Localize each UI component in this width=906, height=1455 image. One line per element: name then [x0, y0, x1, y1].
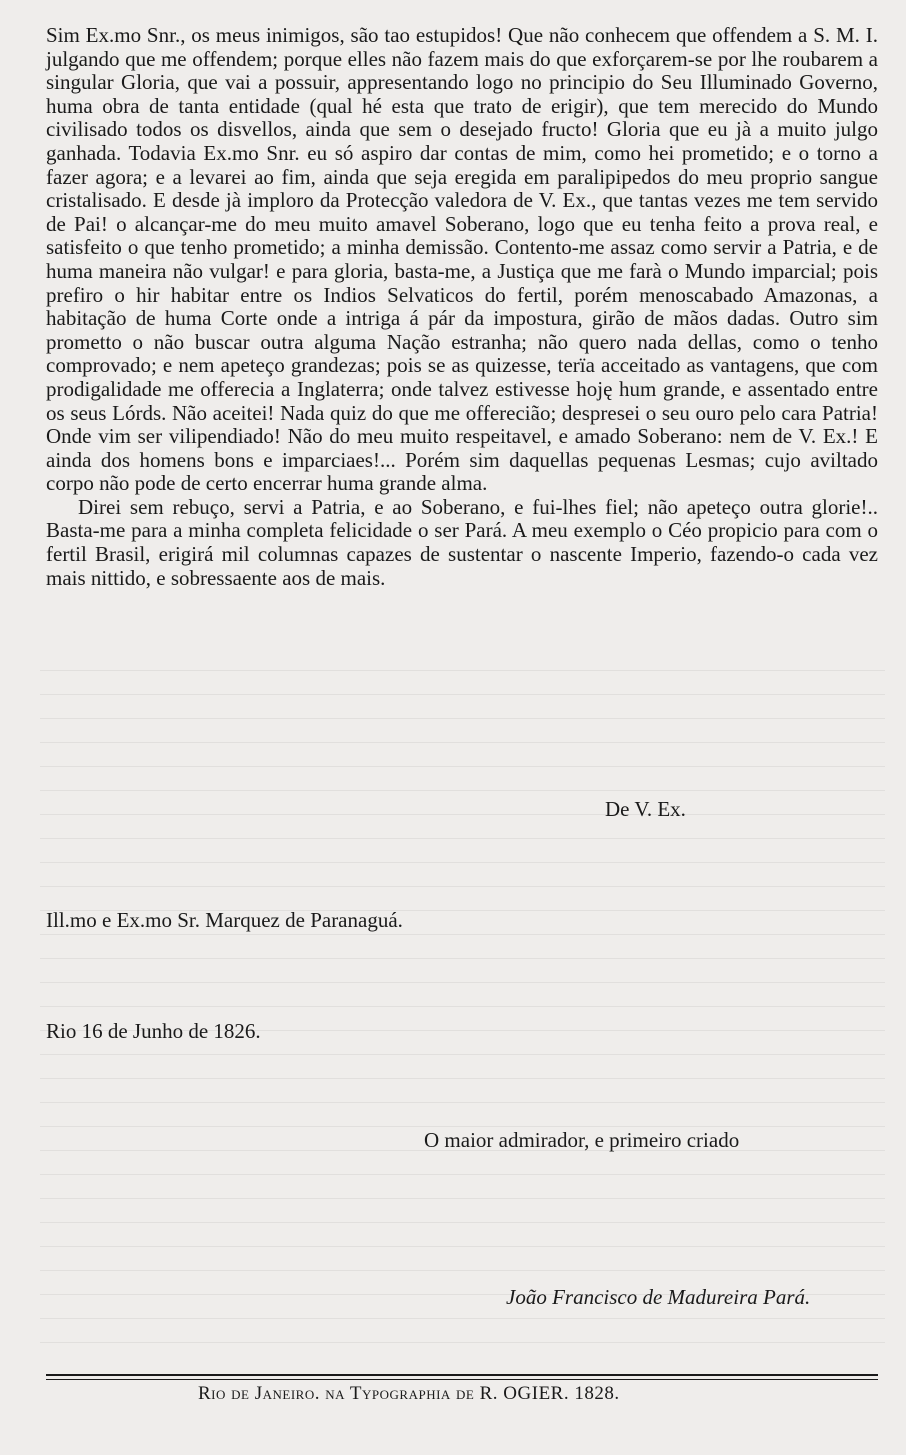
addressee-line: Ill.mo e Ex.mo Sr. Marquez de Paranaguá. [46, 908, 403, 932]
footer-rule-thick [46, 1374, 878, 1376]
signature-line: João Francisco de Madureira Pará. [506, 1285, 811, 1309]
closing-line: De V. Ex. [605, 797, 686, 821]
show-through-texture [40, 670, 885, 1360]
signoff-role-line: O maior admirador, e primeiro criado [424, 1128, 740, 1152]
paragraph-1: Sim Ex.mo Snr., os meus inimigos, são tao estupidos! Que não conhecem que offendem a S. M. I. julgando que me offendem; porque elles não fazem mais do que exforçarem-se por lhe roubarem a singular Gloria, que vai a possuir, appresentando logo no principio do Seu Illuminado Governo, huma obra de tanta entidade (qual hé esta que trato de erigir), que tem merecido do Mundo civilisado todos os disvellos, ainda que sem o desejado fructo! Gloria que eu jà a muito julgo ganhada. Todavia Ex.mo Snr. eu só aspiro dar contas de mim, como hei prometido; e o torno a fazer agora; e a levarei ao fim, ainda que seja eregida em paralipipedos do meu proprio sangue cristalisado. E desde jà imploro da Protecção valedora de V. Ex., que tantas vezes me tem servido de Pai! o alcançar-me do meu muito amavel Soberano, logo que eu tenha feito a prova real, e satisfeito o que tenho prometido; a minha demissão. Contento-me assaz como servir a Patria, e de huma maneira não vulgar! e para gloria, basta-me, a Justiça que me farà o Mundo imparcial; pois prefiro o hir habitar entre os Indios Selvaticos do fertil, porém menoscabado Amazonas, a habitação de huma Corte onde a intriga á pár da impostura, girão de mãos dadas. Outro sim prometto o não buscar outra alguma Nação estranha; não quero nada dellas, como o tenho comprovado; e nem apeteço grandezas; pois se as quizesse, terïa acceitado as vantagens, que com prodigalidade me offerecia a Inglaterra; onde talvez estivesse hoję hum grande, e assentado entre os seus Lórds. Não aceitei! Nada quiz do que me offerecião; despresei o seu ouro pelo cara Patria! Onde vim ser vilipendiado! Não do meu muito respeitavel, e amado Soberano: nem de V. Ex.! E ainda dos homens bons e imparciaes!... Porém sim daquellas pequenas Lesmas; cujo aviltado corpo não pode de certo encerrar huma grande alma. [46, 23, 878, 496]
footer-rule-thin [46, 1379, 878, 1380]
letter-body [46, 24, 878, 590]
place-date-line: Rio 16 de Junho de 1826. [46, 1019, 261, 1043]
printer-imprint: Rio de Janeiro. na Typographia de R. OGIER. 1828. [198, 1383, 620, 1404]
paragraph-2: Direi sem rebuço, servi a Patria, e ao Soberano, e fui-lhes fiel; não apeteço outra glorie!.. Basta-me para a minha completa felicidade o ser Pará. A meu exemplo o Céo propicio para com o fertil Brasil, erigirá mil columnas capazes de sustentar o nascente Imperio, fazendo-o cada vez mais nittido, e sobressaente aos de mais. [46, 494, 878, 590]
